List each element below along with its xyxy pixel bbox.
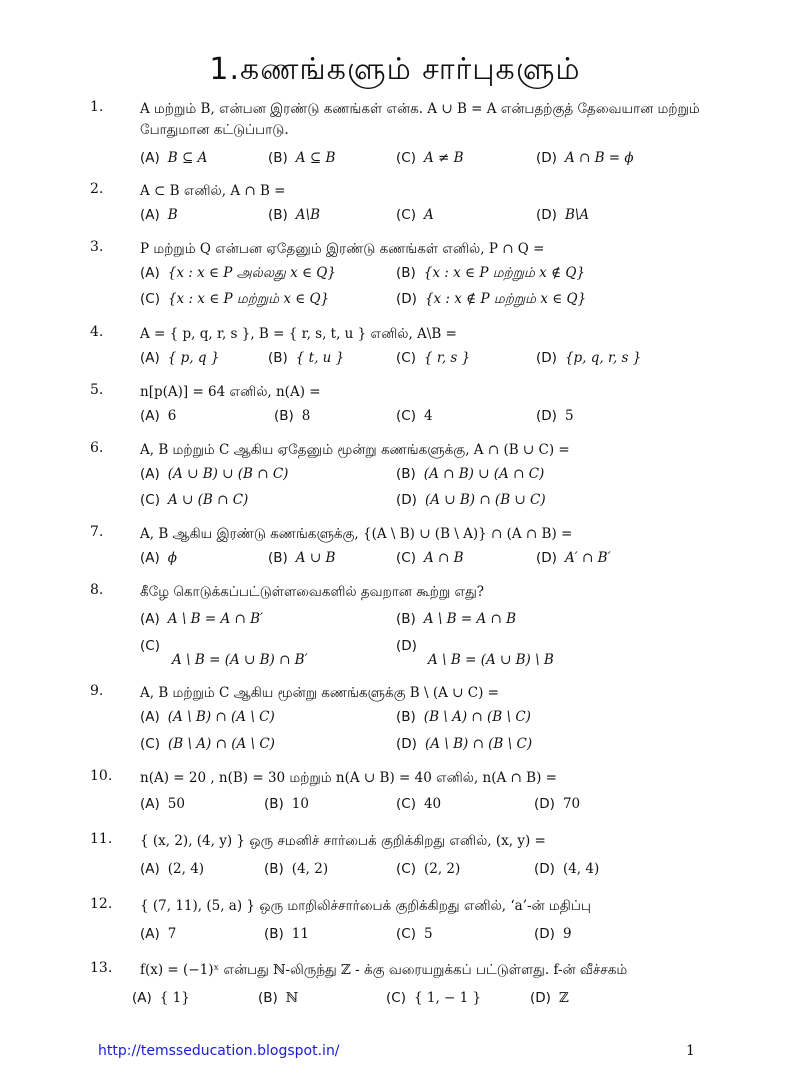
option-a[interactable] xyxy=(140,350,219,366)
question-number: 8. xyxy=(90,582,104,598)
option-c[interactable] xyxy=(140,291,329,309)
option-value: A \ B = A ∩ B xyxy=(423,611,517,627)
question-number: 2. xyxy=(90,181,104,197)
option-value: A′ ∩ B′ xyxy=(564,550,611,566)
option-value: A \ B = (A ∪ B) \ B xyxy=(428,652,554,668)
option-a[interactable] xyxy=(140,466,288,482)
question-number: 3. xyxy=(90,239,104,255)
option-label: (D) xyxy=(530,990,551,1006)
option-d[interactable] xyxy=(534,796,580,812)
option-label: (A) xyxy=(140,207,160,223)
option-label: (D) xyxy=(536,207,557,223)
option-b[interactable] xyxy=(264,796,309,812)
option-label: (B) xyxy=(268,350,288,366)
option-label: (C) xyxy=(396,408,416,424)
option-value: B xyxy=(167,207,178,223)
option-c[interactable] xyxy=(396,150,464,166)
option-label: (D) xyxy=(534,796,555,812)
option-label: (B) xyxy=(396,611,416,627)
option-d[interactable] xyxy=(534,861,599,877)
option-d[interactable] xyxy=(536,350,641,366)
option-value: A xyxy=(423,207,434,223)
option-b[interactable] xyxy=(274,408,310,424)
question-text: { (7, 11), (5, a) } ஒரு மாறிலிச்சார்பைக் குறிக்கிறது எனில், ‘a’-ன் மதிப்பு xyxy=(140,898,591,914)
option-label: (D) xyxy=(536,408,557,424)
option-d[interactable] xyxy=(396,291,586,309)
option-value: (B \ A) ∩ (A \ C) xyxy=(167,736,275,752)
option-value: { 1, − 1 } xyxy=(413,990,482,1006)
question-text: A = { p, q, r, s }, B = { r, s, t, u } எனில், A\B = xyxy=(140,326,457,342)
option-label: (D) xyxy=(534,926,555,942)
option-value: 11 xyxy=(291,926,309,942)
option-b[interactable] xyxy=(258,990,298,1006)
question-number: 13. xyxy=(90,960,113,976)
option-b[interactable] xyxy=(268,207,320,223)
option-value: (A ∪ B) ∪ (B ∩ C) xyxy=(167,466,289,482)
option-b[interactable] xyxy=(396,709,531,725)
option-a[interactable] xyxy=(140,408,176,424)
option-value: 5 xyxy=(423,926,433,942)
option-value: 4 xyxy=(423,408,433,424)
option-label: (B) xyxy=(268,550,288,566)
option-value: A ∪ (B ∩ C) xyxy=(167,492,249,508)
option-value: 7 xyxy=(167,926,177,942)
option-b[interactable] xyxy=(264,926,309,942)
option-value: 10 xyxy=(291,796,309,812)
option-value: A \ B = A ∩ B′ xyxy=(167,611,264,627)
question-text: f(x) = (−1)ˣ என்பது ℕ-லிருந்து ℤ - க்கு வரையறுக்கப் பட்டுள்ளது. f-ன் வீச்சகம் xyxy=(140,962,628,978)
option-value: (A \ B) ∩ (A \ C) xyxy=(167,709,275,725)
option-value: (A ∪ B) ∩ (B ∪ C) xyxy=(424,492,546,508)
option-label: (B) xyxy=(396,466,416,482)
option-label: (B) xyxy=(264,861,284,877)
page-title: 1.கணங்களும் சார்புகளும் xyxy=(209,52,581,87)
option-value: { t, u } xyxy=(295,350,345,366)
option-label: (A) xyxy=(140,265,160,281)
option-value: A ⊆ B xyxy=(295,150,336,166)
option-c[interactable] xyxy=(140,736,275,752)
option-label: (A) xyxy=(140,466,160,482)
option-d[interactable] xyxy=(534,926,572,942)
option-c[interactable] xyxy=(396,926,433,942)
question-number: 10. xyxy=(90,768,113,784)
option-value: ℤ xyxy=(558,990,569,1006)
question-number: 4. xyxy=(90,324,104,340)
option-value: 6 xyxy=(167,408,177,424)
option-a[interactable] xyxy=(140,709,275,725)
option-b[interactable] xyxy=(396,466,544,482)
option-d[interactable] xyxy=(536,408,574,424)
option-label: (A) xyxy=(140,350,160,366)
option-label: (C) xyxy=(396,861,416,877)
option-value: {x : x ∉ P மற்றும் x ∈ Q} xyxy=(424,291,587,307)
option-label: (A) xyxy=(140,408,160,424)
option-label: (A) xyxy=(140,150,160,166)
option-d[interactable] xyxy=(396,736,532,752)
option-c[interactable] xyxy=(140,492,248,508)
option-value: (2, 4) xyxy=(167,861,205,877)
option-value: ϕ xyxy=(167,550,177,566)
option-label: (C) xyxy=(396,150,416,166)
option-value: A\B xyxy=(295,207,321,223)
option-label: (C) xyxy=(140,492,160,508)
option-value: { 1} xyxy=(159,990,190,1006)
option-value: A ∩ B xyxy=(423,550,464,566)
option-value: A ∪ B xyxy=(295,550,336,566)
option-value: 5 xyxy=(564,408,574,424)
option-c[interactable] xyxy=(386,990,481,1006)
option-label: (D) xyxy=(536,350,557,366)
option-label: (C) xyxy=(386,990,406,1006)
option-label: (B) xyxy=(274,408,294,424)
option-a[interactable] xyxy=(140,207,178,223)
option-a[interactable] xyxy=(140,861,204,877)
question-text: A, B ஆகிய இரண்டு கணங்களுக்கு, {(A \ B) ∪ (B \ A)} ∩ (A ∩ B) = xyxy=(140,526,573,542)
option-c[interactable] xyxy=(396,350,470,366)
question-text: A மற்றும் B, என்பன இரண்டு கணங்கள் என்க. A ∪ B = A என்பதற்குத் தேவையான மற்றும் போதுமான கட்டுப்பாடு. xyxy=(140,101,700,138)
option-label: (C) xyxy=(396,796,416,812)
question-number: 6. xyxy=(90,440,104,456)
option-label: (A) xyxy=(140,796,160,812)
option-b[interactable] xyxy=(268,350,344,366)
option-c[interactable] xyxy=(396,408,433,424)
option-a[interactable] xyxy=(140,611,263,627)
option-a[interactable] xyxy=(140,796,185,812)
option-a[interactable] xyxy=(140,926,176,942)
option-c[interactable] xyxy=(396,861,460,877)
option-d[interactable] xyxy=(536,150,634,166)
option-a[interactable] xyxy=(132,990,190,1006)
option-value: B ⊆ A xyxy=(167,150,208,166)
option-label: (C) xyxy=(396,926,416,942)
option-value: A ≠ B xyxy=(423,150,464,166)
option-label: (A) xyxy=(140,709,160,725)
option-value: (4, 4) xyxy=(562,861,600,877)
question-number: 9. xyxy=(90,683,104,699)
option-label: (A) xyxy=(132,990,152,1006)
option-value: {p, q, r, s } xyxy=(564,350,642,366)
option-value: {x : x ∈ P மற்றும் x ∉ Q} xyxy=(423,265,586,281)
option-label: (B) xyxy=(268,150,288,166)
option-value: { r, s } xyxy=(423,350,471,366)
option-d[interactable] xyxy=(536,550,611,566)
option-d[interactable] xyxy=(396,638,554,668)
question-number: 5. xyxy=(90,382,104,398)
option-d[interactable] xyxy=(396,492,546,508)
option-label: (C) xyxy=(396,350,416,366)
option-d[interactable] xyxy=(536,207,589,223)
option-value: 9 xyxy=(562,926,572,942)
question-number: 7. xyxy=(90,524,104,540)
option-value: (4, 2) xyxy=(291,861,329,877)
option-label: (B) xyxy=(264,926,284,942)
option-label: (D) xyxy=(534,861,555,877)
option-value: {x : x ∈ P மற்றும் x ∈ Q} xyxy=(167,291,330,307)
option-value: { p, q } xyxy=(167,350,220,366)
option-a[interactable] xyxy=(140,150,207,166)
question-text: A, B மற்றும் C ஆகிய மூன்று கணங்களுக்கு B \ (A ∪ C) = xyxy=(140,685,499,701)
question-number: 11. xyxy=(90,831,113,847)
option-c[interactable] xyxy=(396,207,434,223)
option-label: (B) xyxy=(396,709,416,725)
option-b[interactable] xyxy=(396,265,585,283)
question-text: A ⊂ B எனில், A ∩ B = xyxy=(140,183,286,199)
option-label: (D) xyxy=(396,638,417,654)
option-c[interactable] xyxy=(396,796,441,812)
option-value: A \ B = (A ∪ B) ∩ B′ xyxy=(172,652,308,668)
option-d[interactable] xyxy=(530,990,569,1006)
option-label: (B) xyxy=(264,796,284,812)
option-label: (A) xyxy=(140,550,160,566)
option-value: A ∩ B = ϕ xyxy=(564,150,634,166)
question-text: P மற்றும் Q என்பன ஏதேனும் இரண்டு கணங்கள் எனில், P ∩ Q = xyxy=(140,241,545,257)
option-label: (B) xyxy=(258,990,278,1006)
option-value: B\A xyxy=(564,207,590,223)
option-label: (D) xyxy=(536,550,557,566)
question-text: A, B மற்றும் C ஆகிய ஏதேனும் மூன்று கணங்களுக்கு, A ∩ (B ∪ C) = xyxy=(140,442,570,458)
option-value: ℕ xyxy=(285,990,299,1006)
option-a[interactable] xyxy=(140,550,177,566)
option-label: (C) xyxy=(140,638,160,654)
option-c[interactable] xyxy=(140,638,308,668)
footer-link[interactable]: http://temsseducation.blogspot.in/ xyxy=(98,1043,340,1059)
option-label: (C) xyxy=(140,736,160,752)
option-label: (B) xyxy=(268,207,288,223)
option-label: (C) xyxy=(140,291,160,307)
option-a[interactable] xyxy=(140,265,336,283)
question-number: 1. xyxy=(90,99,104,115)
option-value: {x : x ∈ P அல்லது x ∈ Q} xyxy=(167,265,336,281)
option-label: (D) xyxy=(536,150,557,166)
option-value: (A \ B) ∩ (B \ C) xyxy=(424,736,533,752)
option-label: (B) xyxy=(396,265,416,281)
option-value: (A ∩ B) ∪ (A ∩ C) xyxy=(423,466,545,482)
question-text: கீழே கொடுக்கப்பட்டுள்ளவைகளில் தவறான கூற்று எது? xyxy=(140,584,485,600)
option-value: 70 xyxy=(562,796,581,812)
option-label: (D) xyxy=(396,492,417,508)
option-label: (A) xyxy=(140,861,160,877)
question-text: { (x, 2), (4, y) } ஒரு சமனிச் சார்பைக் குறிக்கிறது எனில், (x, y) = xyxy=(140,833,546,849)
option-label: (A) xyxy=(140,926,160,942)
question-number: 12. xyxy=(90,896,113,912)
option-label: (D) xyxy=(396,736,417,752)
option-label: (C) xyxy=(396,550,416,566)
option-label: (C) xyxy=(396,207,416,223)
option-b[interactable] xyxy=(264,861,328,877)
option-b[interactable] xyxy=(396,611,516,627)
question-text: n(A) = 20 , n(B) = 30 மற்றும் n(A ∪ B) = 40 எனில், n(A ∩ B) = xyxy=(140,770,557,786)
option-label: (A) xyxy=(140,611,160,627)
option-c[interactable] xyxy=(396,550,464,566)
page-number: 1 xyxy=(686,1043,695,1059)
option-value: (B \ A) ∩ (B \ C) xyxy=(423,709,531,725)
option-value: (2, 2) xyxy=(423,861,461,877)
option-b[interactable] xyxy=(268,550,335,566)
question-text: n[p(A)] = 64 எனில், n(A) = xyxy=(140,384,321,400)
option-value: 50 xyxy=(167,796,185,812)
option-label: (D) xyxy=(396,291,417,307)
option-value: 8 xyxy=(301,408,311,424)
option-b[interactable] xyxy=(268,150,335,166)
option-value: 40 xyxy=(423,796,442,812)
